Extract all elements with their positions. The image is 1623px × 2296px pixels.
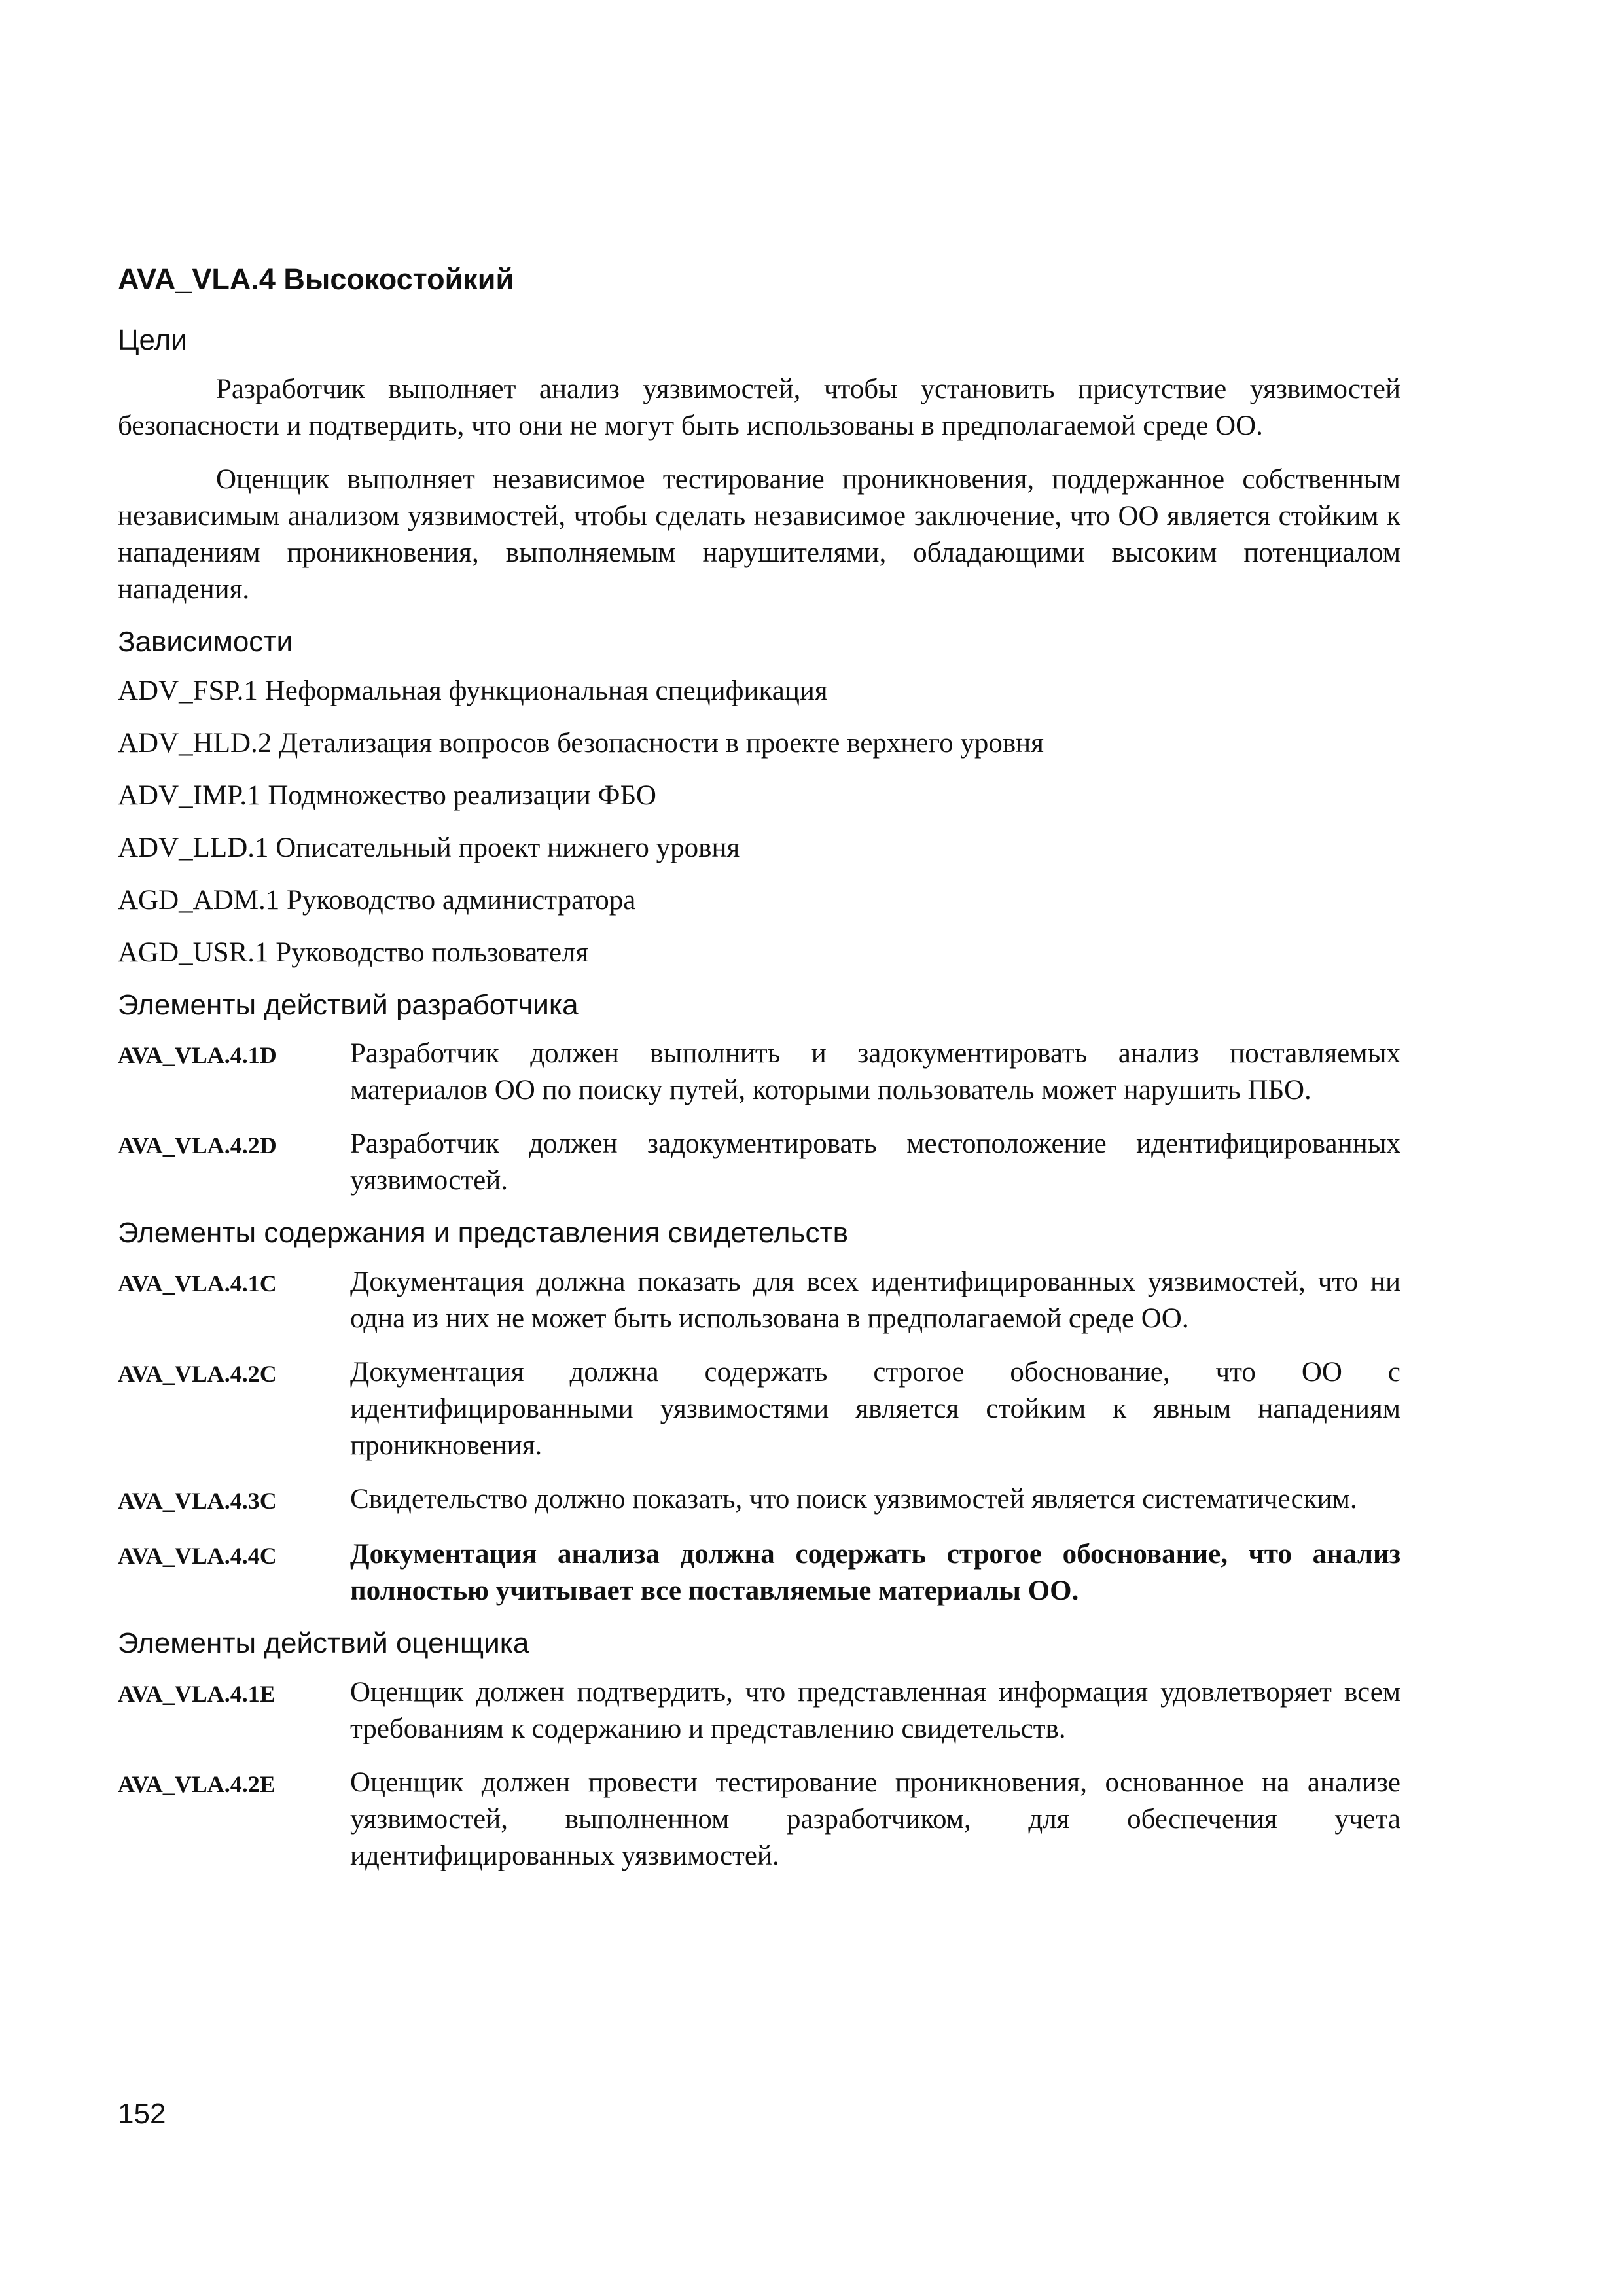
evaluator-actions-heading: Элементы действий оценщика	[118, 1627, 529, 1660]
dependency-item: AGD_ADM.1 Руководство администратора	[118, 884, 636, 916]
element-row	[118, 1674, 1400, 1748]
dependency-item: AGD_USR.1 Руководство пользователя	[118, 937, 589, 968]
element-text: Оценщик должен подтвердить, что представленная информация удовлетворяет всем требованиям к содержанию и представлению свидетельств.	[350, 1676, 1400, 1744]
element-id: AVA_VLA.4.1D	[118, 1042, 277, 1069]
goals-heading: Цели	[118, 324, 187, 356]
dependencies-heading: Зависимости	[118, 625, 293, 658]
element-row	[118, 1264, 1400, 1337]
page-title: AVA_VLA.4 Высокостойкий	[118, 262, 514, 296]
element-row	[118, 1765, 1400, 1874]
dependencies-list	[118, 673, 1400, 971]
element-row	[118, 1481, 1400, 1519]
element-id: AVA_VLA.4.1E	[118, 1680, 276, 1707]
element-text: Разработчик должен выполнить и задокументировать анализ поставляемых материалов ОО по поиску путей, которыми пользователь может нарушить ПБО.	[350, 1038, 1400, 1106]
element-text: Документация должна показать для всех идентифицированных уязвимостей, что ни одна из них не может быть использована в предполагаемой среде ОО.	[350, 1266, 1400, 1335]
element-id: AVA_VLA.4.2D	[118, 1132, 277, 1159]
element-row	[118, 1126, 1400, 1199]
element-text: Оценщик должен провести тестирование проникновения, основанное на анализе уязвимостей, выполненном разработчиком, для обеспечения учета идентифицированных уязвимостей.	[350, 1767, 1400, 1871]
element-row	[118, 1354, 1400, 1464]
document-page	[118, 262, 1400, 1892]
element-id: AVA_VLA.4.2E	[118, 1770, 276, 1797]
goals-paragraph: Разработчик выполняет анализ уязвимостей, чтобы установить присутствие уязвимостей безопасности и подтвердить, что они не могут быть использованы в предполагаемой среде ОО.	[118, 373, 1400, 441]
element-row	[118, 1536, 1400, 1609]
developer-actions-heading: Элементы действий разработчика	[118, 988, 579, 1021]
element-id: AVA_VLA.4.4C	[118, 1543, 277, 1570]
dependency-item: ADV_LLD.1 Описательный проект нижнего уровня	[118, 832, 740, 863]
goals-paragraph: Оценщик выполняет независимое тестирование проникновения, поддержанное собственным независимым анализом уязвимостей, чтобы сделать независимое заключение, что ОО является стойким к нападениям проникновения, выполняемым нарушителями, обладающими высоким потенциалом нападения.	[118, 463, 1400, 605]
element-text: Разработчик должен задокументировать местоположение идентифицированных уязвимостей.	[350, 1128, 1400, 1196]
dependency-item: ADV_FSP.1 Неформальная функциональная спецификация	[118, 675, 828, 706]
element-id: AVA_VLA.4.3C	[118, 1488, 277, 1515]
page-number: 152	[118, 2098, 166, 2130]
element-text-bold: Документация анализа должна содержать строгое обоснование, что анализ полностью учитывает все поставляемые материалы ОО.	[350, 1539, 1400, 1607]
content-elements-heading: Элементы содержания и представления свидетельств	[118, 1217, 849, 1249]
element-text: Документация должна содержать строгое обоснование, что ОО с идентифицированными уязвимостями является стойким к явным нападениям проникновения.	[350, 1357, 1400, 1462]
element-id: AVA_VLA.4.1C	[118, 1270, 277, 1297]
element-text: Свидетельство должно показать, что поиск уязвимостей является систематическим.	[350, 1484, 1357, 1515]
dependency-item: ADV_IMP.1 Подмножество реализации ФБО	[118, 780, 656, 811]
element-id: AVA_VLA.4.2C	[118, 1361, 277, 1388]
dependency-item: ADV_HLD.2 Детализация вопросов безопасности в проекте верхнего уровня	[118, 727, 1044, 759]
element-row	[118, 1035, 1400, 1109]
